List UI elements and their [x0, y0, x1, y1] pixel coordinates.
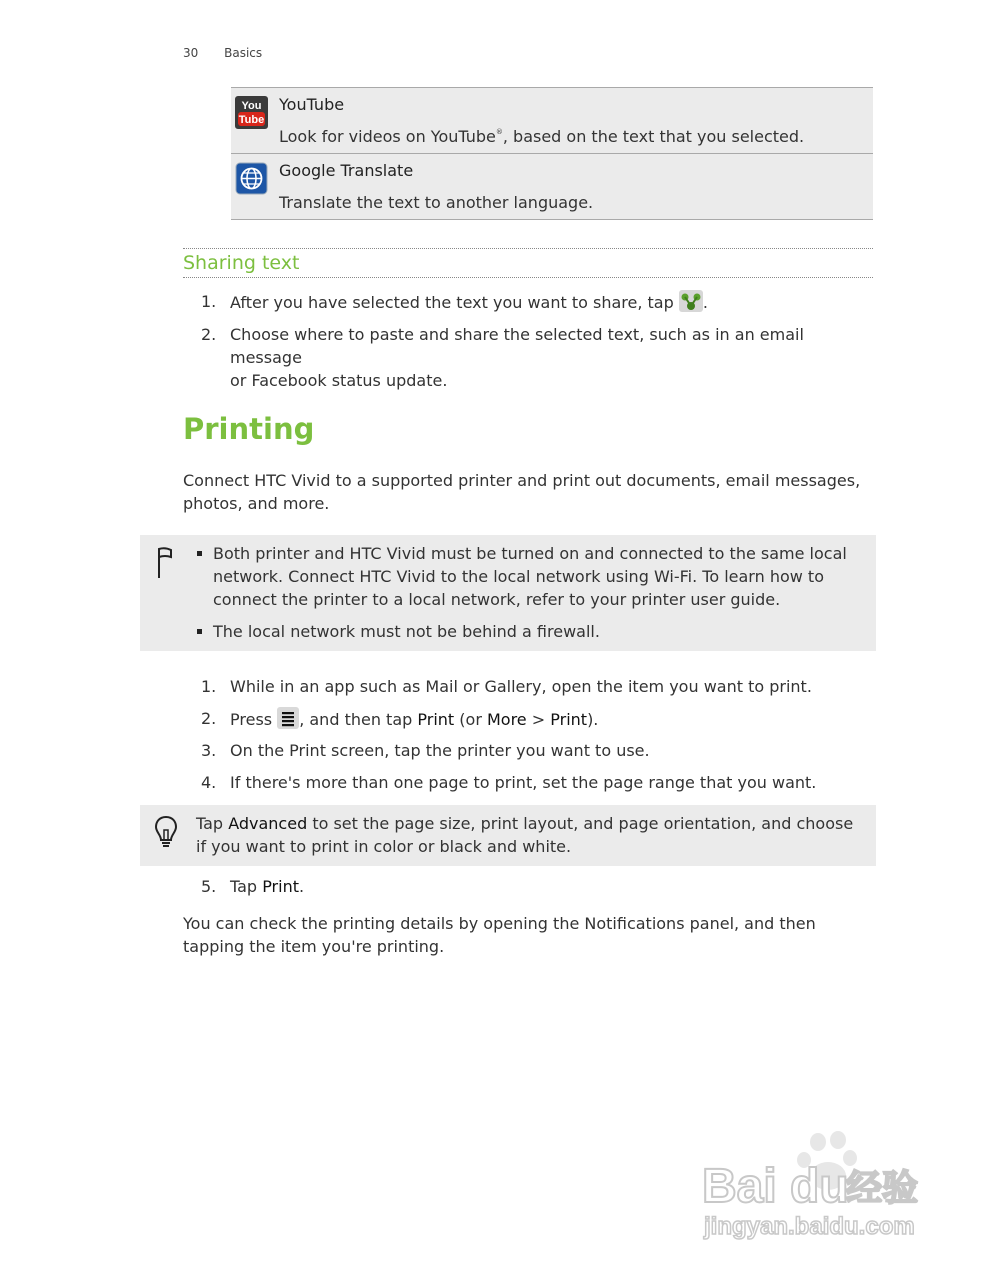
baidu-watermark — [700, 1130, 940, 1250]
menu-icon — [277, 707, 299, 729]
tip-text: Tap Advanced to set the page size, print layout, and page orientation, and choose if you want to print in color or black and white. — [196, 814, 854, 856]
svg-text:Tube: Tube — [238, 114, 265, 126]
lightbulb-icon — [154, 815, 178, 851]
app-name: Google Translate — [279, 161, 414, 180]
svg-text:You: You — [241, 100, 262, 112]
google-translate-icon — [235, 162, 268, 195]
note-box: Both printer and HTC Vivid must be turned on and connected to the same local network. Connect HTC Vivid to the local network using Wi-Fi. To learn how to connect the printer to a local network, refer to your printer user guide. The local network must not be behind a firewall. — [140, 535, 876, 651]
app-description: Translate the text to another language. — [279, 193, 594, 212]
app-row-google-translate — [231, 154, 873, 220]
page-number: 30 — [183, 46, 199, 60]
section-header-sharing — [183, 248, 873, 278]
printing-intro: Connect HTC Vivid to a supported printer and print out documents, email messages, photos, and more. — [183, 471, 861, 513]
section-name: Basics — [224, 46, 263, 60]
share-icon — [679, 290, 703, 312]
app-table — [231, 87, 873, 220]
page-header — [183, 46, 262, 60]
app-description: Look for videos on YouTube®, based on the text that you selected. — [279, 127, 805, 146]
flag-icon — [154, 545, 176, 579]
svg-text:jingyan.baidu.com: jingyan.baidu.com — [704, 1213, 915, 1240]
tip-box — [140, 805, 876, 866]
youtube-icon — [235, 96, 268, 129]
app-name: YouTube — [279, 95, 345, 114]
app-row-youtube — [231, 88, 873, 154]
printing-outro: You can check the printing details by opening the Notifications panel, and then tapping the item you're printing. — [183, 914, 816, 956]
svg-text:经验: 经验 — [846, 1168, 919, 1209]
section-title: Sharing text — [183, 252, 300, 274]
page-title-printing: Printing — [183, 412, 315, 446]
svg-text:Bai du: Bai du — [702, 1160, 849, 1213]
